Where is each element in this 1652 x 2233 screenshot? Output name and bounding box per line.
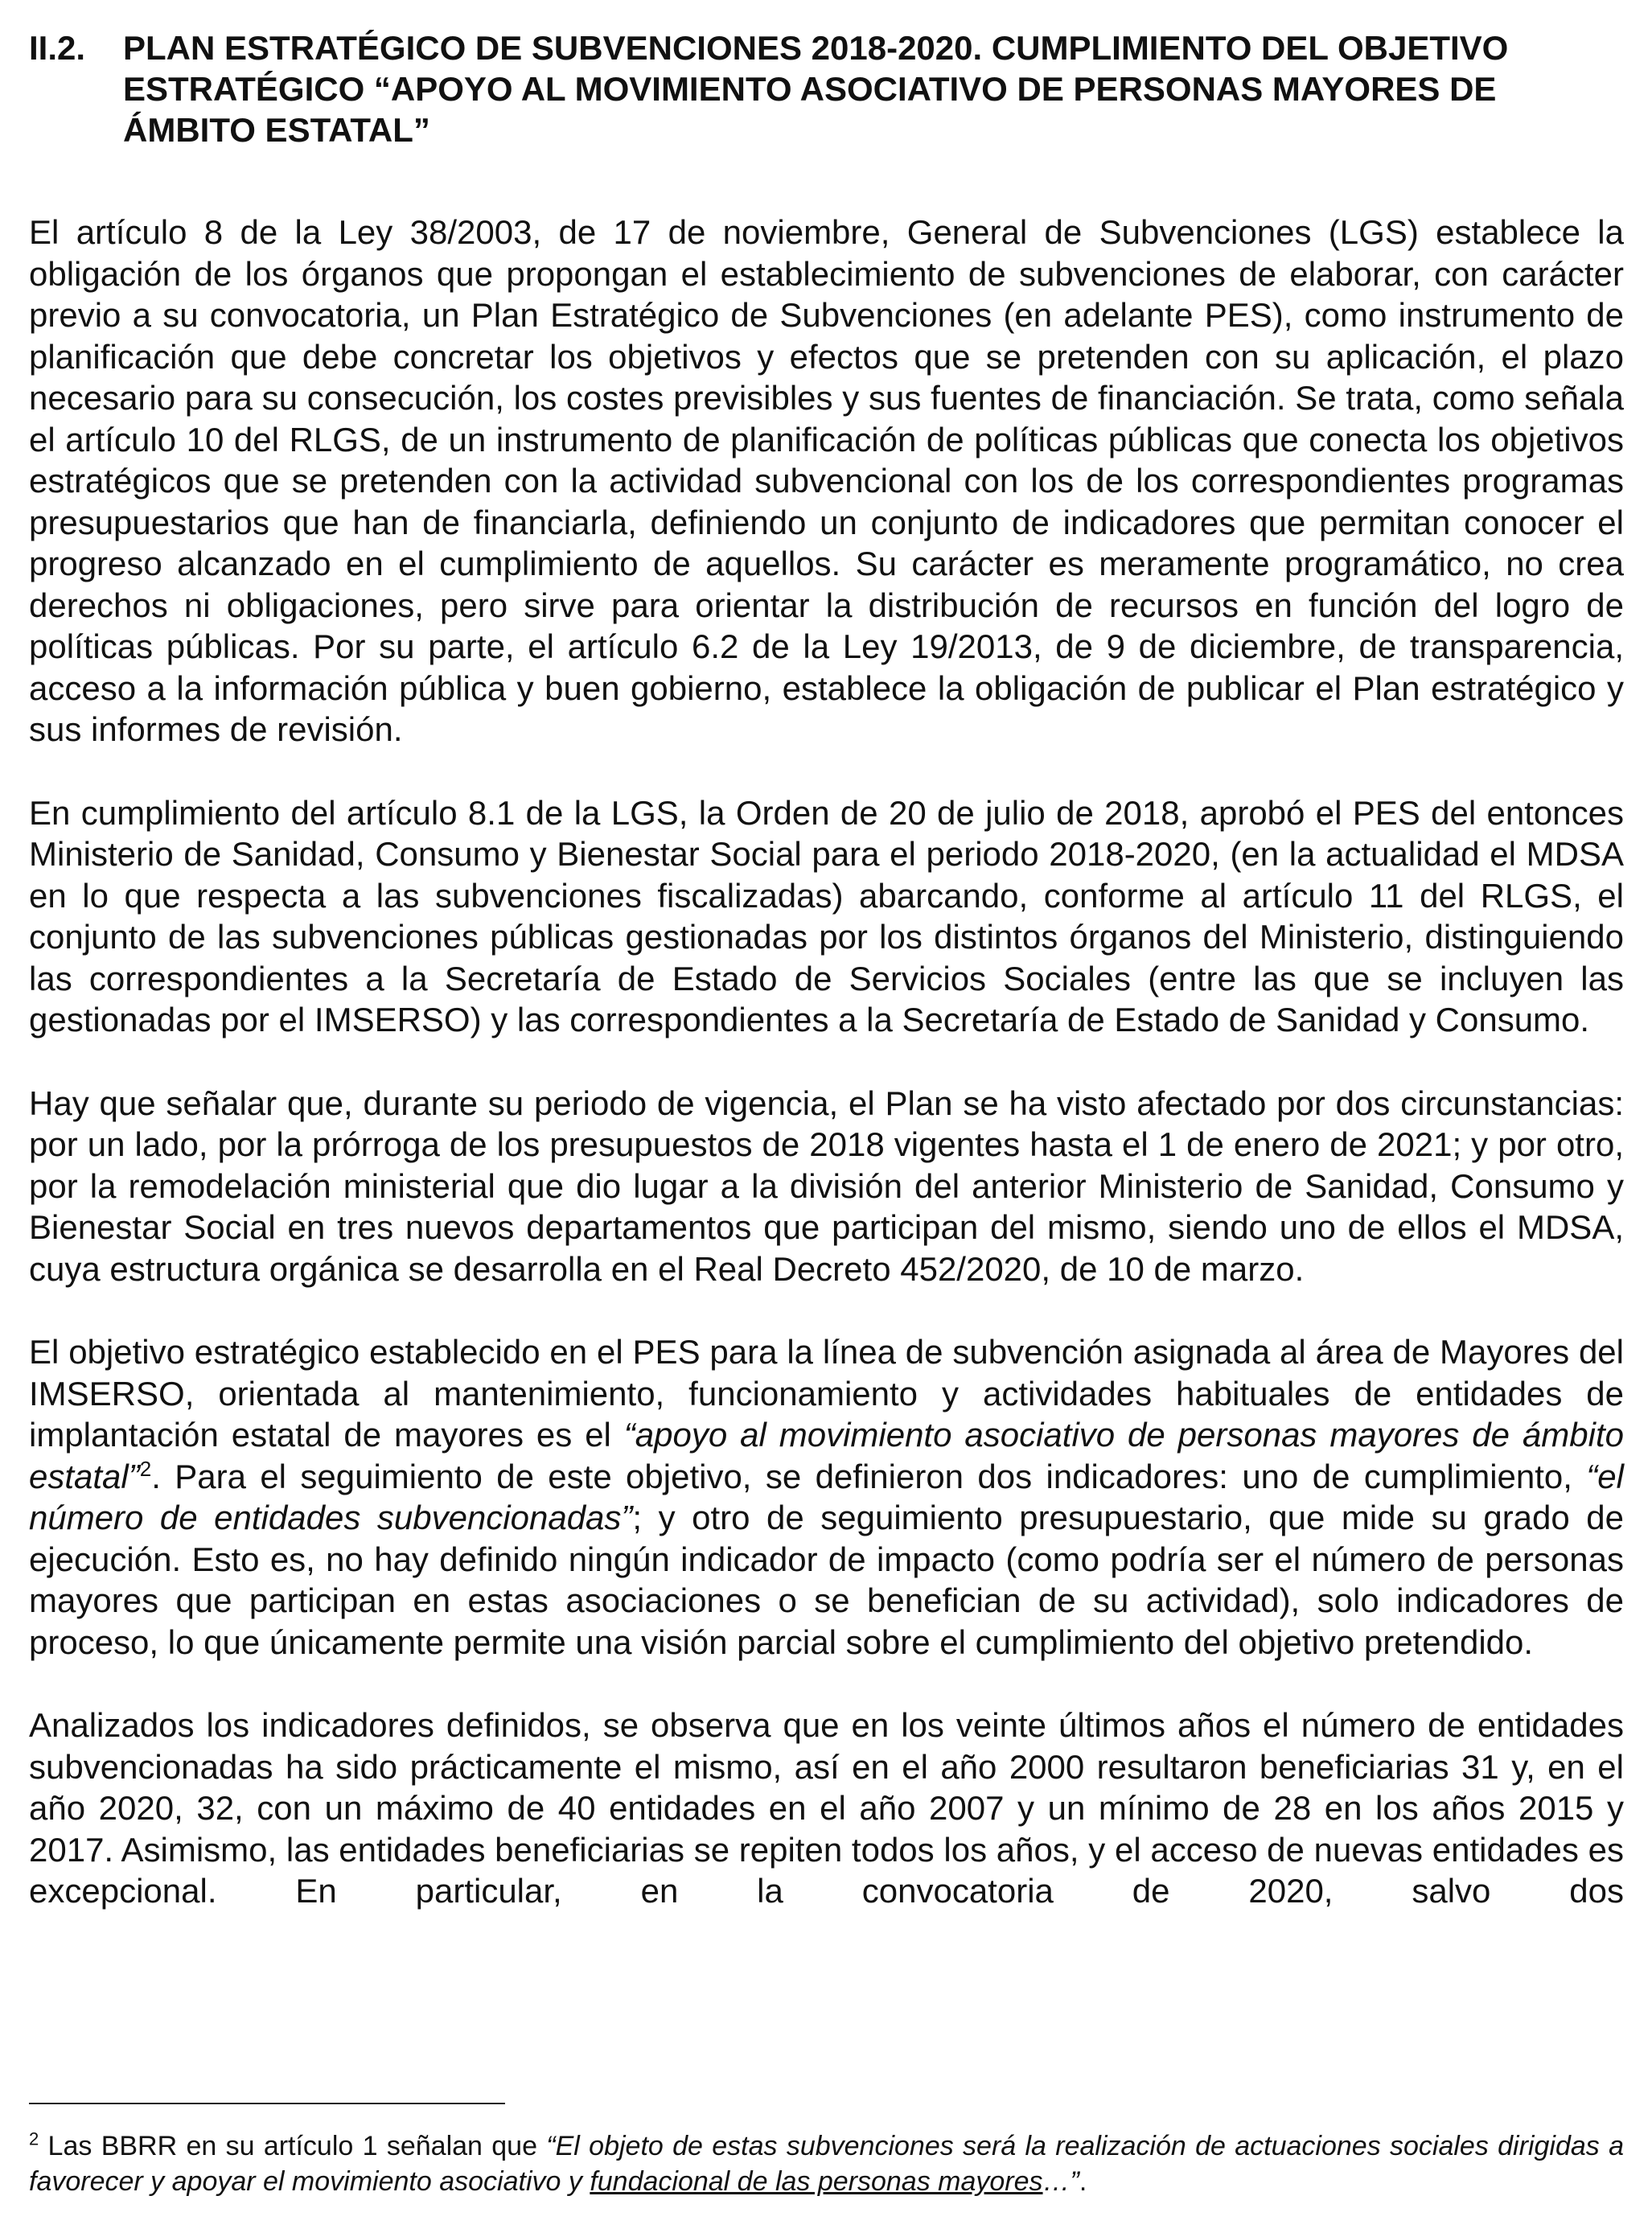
- footnote-underlined-text: fundacional de las personas mayores: [590, 2166, 1043, 2197]
- footnote: [29, 2128, 1624, 2199]
- footnote-quote-text: “El objeto de estas subvenciones será la realización de actuaciones sociales dirigidas a favorecer y apoyar el movimiento asociativo y: [29, 2131, 1624, 2197]
- paragraph-4: [29, 1331, 1624, 1663]
- indicator-quote: “el número de entidades subvencionadas”: [29, 1457, 1624, 1536]
- paragraph-2: En cumplimiento del artículo 8.1 de la LGS, la Orden de 20 de julio de 2018, aprobó el PES del entonces Ministerio de Sanidad, Consumo y Bienestar Social para el periodo 2018-2020, (en la actualidad el MDSA en lo que respecta a las subvenciones fiscalizadas) abarcando, conforme al artículo 11 del RLGS, el conjunto de las subvenciones públicas gestionadas por los distintos órganos del Ministerio, distinguiendo las correspondientes a la Secretaría de Estado de Servicios Sociales (entre las que se incluyen las gestionadas por el IMSERSO) y las correspondientes a la Secretaría de Estado de Sanidad y Consumo.: [29, 793, 1624, 1038]
- section-title: PLAN ESTRATÉGICO DE SUBVENCIONES 2018-2020. CUMPLIMIENTO DEL OBJETIVO ESTRATÉGICO “APOYO AL MOVIMIENTO ASOCIATIVO DE PERSONAS MAYORES DE ÁMBITO ESTATAL”: [123, 29, 1509, 149]
- paragraph-4-text-c: . Para el seguimiento de este objetivo, se definieron dos indicadores: uno de cumplimiento,: [151, 1457, 1587, 1495]
- section-number: II.2.: [29, 29, 86, 67]
- section-heading: [29, 27, 1624, 150]
- footnote-separator: [29, 2103, 505, 2104]
- footnote-reference[interactable]: 2: [139, 1456, 152, 1481]
- footnote-marker: 2: [29, 2128, 39, 2149]
- paragraph-4-text-a: El objetivo estratégico establecido en el PES para la línea de subvención asignada al área de Mayores del IMSERSO, orientada al mantenimiento, funcionamiento y actividades habituales de entidades de implantación estatal de mayores es el: [29, 1333, 1624, 1454]
- paragraph-3: Hay que señalar que, durante su periodo de vigencia, el Plan se ha visto afectado por dos circunstancias: por un lado, por la prórroga de los presupuestos de 2018 vigentes hasta el 1 de enero de 2021; y por otro, por la remodelación ministerial que dio lugar a la división del anterior Ministerio de Sanidad, Consumo y Bienestar Social en tres nuevos departamentos que participan del mismo, siendo uno de ellos el MDSA, cuya estructura orgánica se desarrolla en el Real Decreto 452/2020, de 10 de marzo.: [29, 1084, 1624, 1288]
- paragraph-5: Analizados los indicadores definidos, se observa que en los veinte últimos años el número de entidades subvencionadas ha sido prácticamente el mismo, así en el año 2000 resultaron beneficiarias 31 y, en el año 2020, 32, con un máximo de 40 entidades en el año 2007 y un mínimo de 28 en los años 2015 y 2017. Asimismo, las entidades beneficiarias se repiten todos los años, y el acceso de nuevas entidades es excepcional. En particular, en la convocatoria de 2020, salvo dos: [29, 1706, 1624, 1910]
- document-page: [29, 27, 1625, 2197]
- footnote-quote-end: …”: [1042, 2166, 1079, 2197]
- paragraph-1: El artículo 8 de la Ley 38/2003, de 17 de noviembre, General de Subvenciones (LGS) establece la obligación de los órganos que propongan el establecimiento de subvenciones de elaborar, con carácter previo a su convocatoria, un Plan Estratégico de Subvenciones (en adelante PES), como instrumento de planificación que debe concretar los objetivos y efectos que se pretenden con su aplicación, el plazo necesario para su consecución, los costes previsibles y sus fuentes de financiación. Se trata, como señala el artículo 10 del RLGS, de un instrumento de planificación de políticas públicas que conecta los objetivos estratégicos que se pretenden con la actividad subvencional con los de los correspondientes programas presupuestarios que han de financiarla, definiendo un conjunto de indicadores que permitan conocer el progreso alcanzado en el cumplimiento de aquellos. Su carácter es meramente programático, no crea derechos ni obligaciones, pero sirve para orientar la distribución de recursos en función del logro de políticas públicas. Por su parte, el artículo 6.2 de la Ley 19/2013, de 9 de diciembre, de transparencia, acceso a la información pública y buen gobierno, establece la obligación de publicar el Plan estratégico y sus informes de revisión.: [29, 213, 1624, 748]
- footnote-period: .: [1079, 2166, 1087, 2197]
- objective-quote: “apoyo al movimiento asociativo de personas mayores de ámbito estatal”: [29, 1416, 1624, 1495]
- paragraph-4-text-e: ; y otro de seguimiento presupuestario, que mide su grado de ejecución. Esto es, no hay definido ningún indicador de impacto (como podría ser el número de personas mayores que participan en estas asociaciones o se benefician de su actividad), solo indicadores de proceso, lo que únicamente permite una visión parcial sobre el cumplimiento del objetivo pretendido.: [29, 1499, 1625, 1661]
- footnote-text-a: Las BBRR en su artículo 1 señalan que: [39, 2131, 547, 2161]
